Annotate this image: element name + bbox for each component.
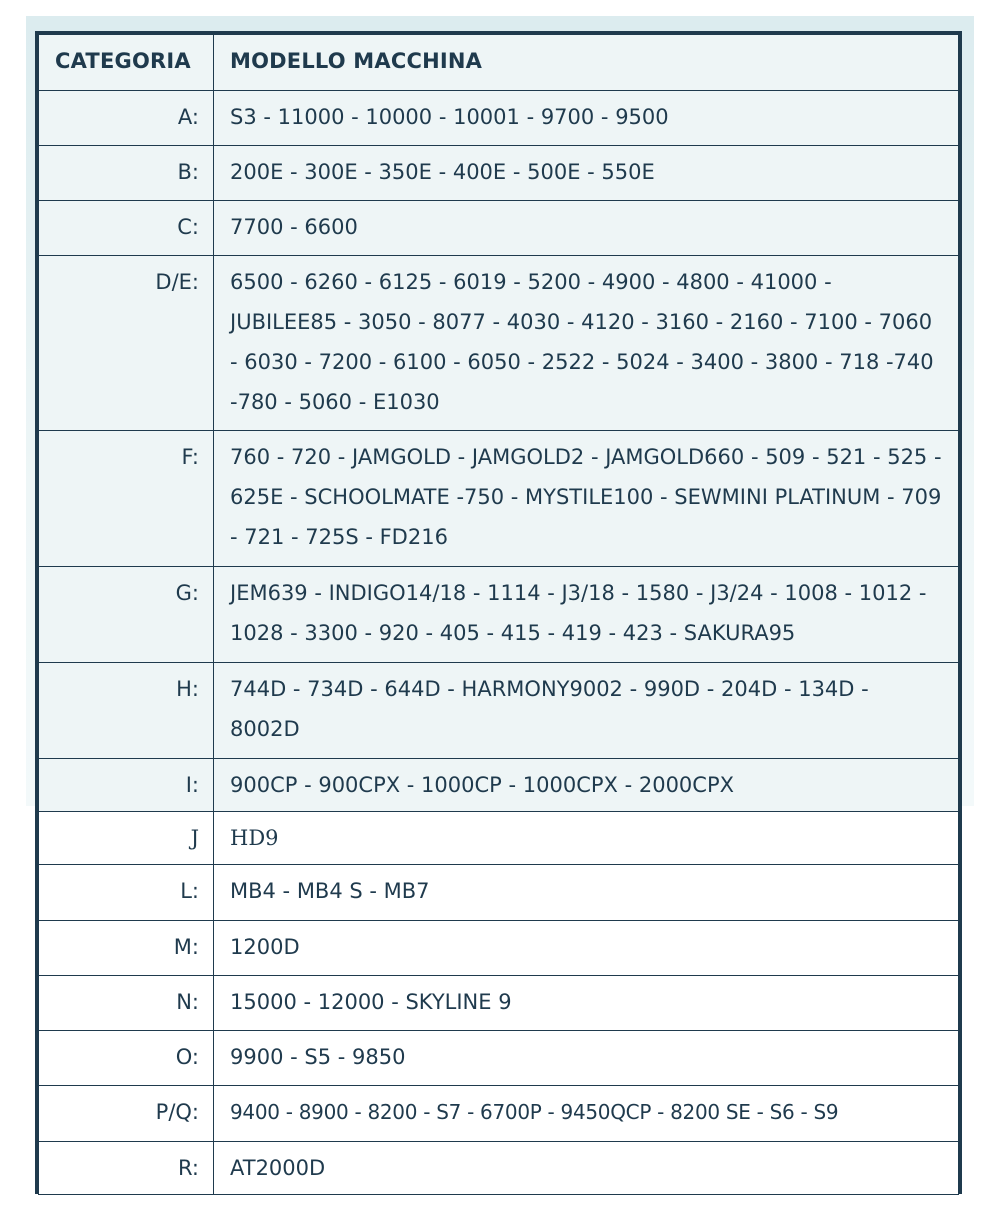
category-cell: O: xyxy=(39,1031,214,1086)
category-cell: I: xyxy=(39,759,214,812)
category-cell: G: xyxy=(39,567,214,663)
models-cell: 9900 - S5 - 9850 xyxy=(214,1031,959,1086)
category-cell: C: xyxy=(39,201,214,256)
table-row xyxy=(39,976,959,1031)
category-cell: J xyxy=(39,812,214,865)
category-cell: H: xyxy=(39,663,214,759)
table-row xyxy=(39,812,959,865)
models-table-frame xyxy=(35,31,962,1194)
models-cell: 1200D xyxy=(214,921,959,976)
category-cell: D/E: xyxy=(39,256,214,431)
table-row xyxy=(39,431,959,567)
category-cell: R: xyxy=(39,1142,214,1195)
table-row xyxy=(39,759,959,812)
category-cell: M: xyxy=(39,921,214,976)
category-cell: B: xyxy=(39,146,214,201)
table-row xyxy=(39,146,959,201)
models-cell: MB4 - MB4 S - MB7 xyxy=(214,865,959,921)
table-row xyxy=(39,1086,959,1142)
models-cell: 7700 - 6600 xyxy=(214,201,959,256)
models-cell: HD9 xyxy=(214,812,959,865)
models-cell: 15000 - 12000 - SKYLINE 9 xyxy=(214,976,959,1031)
models-cell: 744D - 734D - 644D - HARMONY9002 - 990D - 204D - 134D - 8002D xyxy=(214,663,959,759)
table-row xyxy=(39,91,959,146)
table-row xyxy=(39,663,959,759)
header-modello-macchina: MODELLO MACCHINA xyxy=(214,35,959,91)
category-cell: N: xyxy=(39,976,214,1031)
table-header-row xyxy=(39,35,959,91)
models-cell: AT2000D xyxy=(214,1142,959,1195)
table-row xyxy=(39,201,959,256)
table-row xyxy=(39,921,959,976)
table-row xyxy=(39,256,959,431)
models-cell: 760 - 720 - JAMGOLD - JAMGOLD2 - JAMGOLD660 - 509 - 521 - 525 - 625E - SCHOOLMATE -750 - MYSTILE100 - SEWMINI PLATINUM - 709 - 721 - 725S - FD216 xyxy=(214,431,959,567)
table-row xyxy=(39,1142,959,1195)
category-cell: L: xyxy=(39,865,214,921)
category-cell: P/Q: xyxy=(39,1086,214,1142)
models-cell: 900CP - 900CPX - 1000CP - 1000CPX - 2000CPX xyxy=(214,759,959,812)
models-cell: 6500 - 6260 - 6125 - 6019 - 5200 - 4900 - 4800 - 41000 - JUBILEE85 - 3050 - 8077 - 4030 - 4120 - 3160 - 2160 - 7100 - 7060 - 6030 - 7200 - 6100 - 6050 - 2522 - 5024 - 3400 - 3800 - 718 -740 -780 - 5060 - E1030 xyxy=(214,256,959,431)
models-table xyxy=(38,34,959,1195)
models-cell: JEM639 - INDIGO14/18 - 1114 - J3/18 - 1580 - J3/24 - 1008 - 1012 - 1028 - 3300 - 920 - 405 - 415 - 419 - 423 - SAKURA95 xyxy=(214,567,959,663)
category-cell: A: xyxy=(39,91,214,146)
models-cell: 9400 - 8900 - 8200 - S7 - 6700P - 9450QCP - 8200 SE - S6 - S9 xyxy=(214,1086,959,1142)
table-row xyxy=(39,1031,959,1086)
category-cell: F: xyxy=(39,431,214,567)
table-row xyxy=(39,865,959,921)
table-row xyxy=(39,567,959,663)
header-categoria: CATEGORIA xyxy=(39,35,214,91)
models-cell: S3 - 11000 - 10000 - 10001 - 9700 - 9500 xyxy=(214,91,959,146)
models-cell: 200E - 300E - 350E - 400E - 500E - 550E xyxy=(214,146,959,201)
